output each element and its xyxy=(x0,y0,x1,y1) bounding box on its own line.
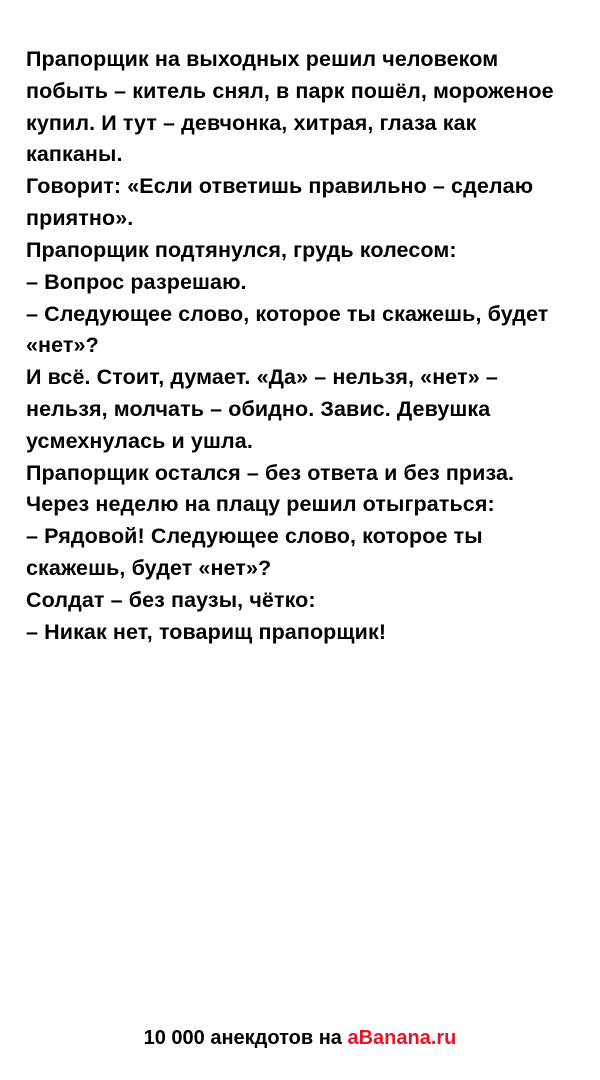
spacer xyxy=(26,648,574,1027)
joke-paragraph: – Следующее слово, которое ты скажешь, будет «нет»? xyxy=(26,301,549,358)
joke-paragraph: Прапорщик подтянулся, грудь колесом: xyxy=(26,237,457,262)
site-brand-link[interactable]: aBanana.ru xyxy=(347,1027,457,1049)
joke-paragraph: – Никак нет, товарищ прапорщик! xyxy=(26,619,387,644)
joke-paragraph: – Вопрос разрешаю. xyxy=(26,269,247,294)
joke-paragraph: Через неделю на плацу решил отыграться: xyxy=(26,492,495,517)
joke-paragraph: – Рядовой! Следующее слово, которое ты скажешь, будет «нет»? xyxy=(26,524,483,580)
joke-paragraph: И всё. Стоит, думает. «Да» – нельзя, «нет» – нельзя, молчать – обидно. Завис. Девушка усмехнулась и ушла. xyxy=(26,365,498,453)
joke-paragraph: Говорит: «Если ответишь правильно – сделаю приятно». xyxy=(26,174,534,231)
joke-paragraph: Солдат – без паузы, чётко: xyxy=(26,587,316,612)
footer-label: 10 000 анекдотов на xyxy=(143,1027,348,1049)
joke-paragraph: Прапорщик на выходных решил человеком побыть – китель снял, в парк пошёл, мороженое купил. И тут – девчонка, хитрая, глаза как капканы. xyxy=(26,47,554,167)
joke-paragraph: Прапорщик остался – без ответа и без приза. xyxy=(26,460,515,485)
footer xyxy=(26,1027,574,1080)
joke-text-block xyxy=(26,44,574,648)
